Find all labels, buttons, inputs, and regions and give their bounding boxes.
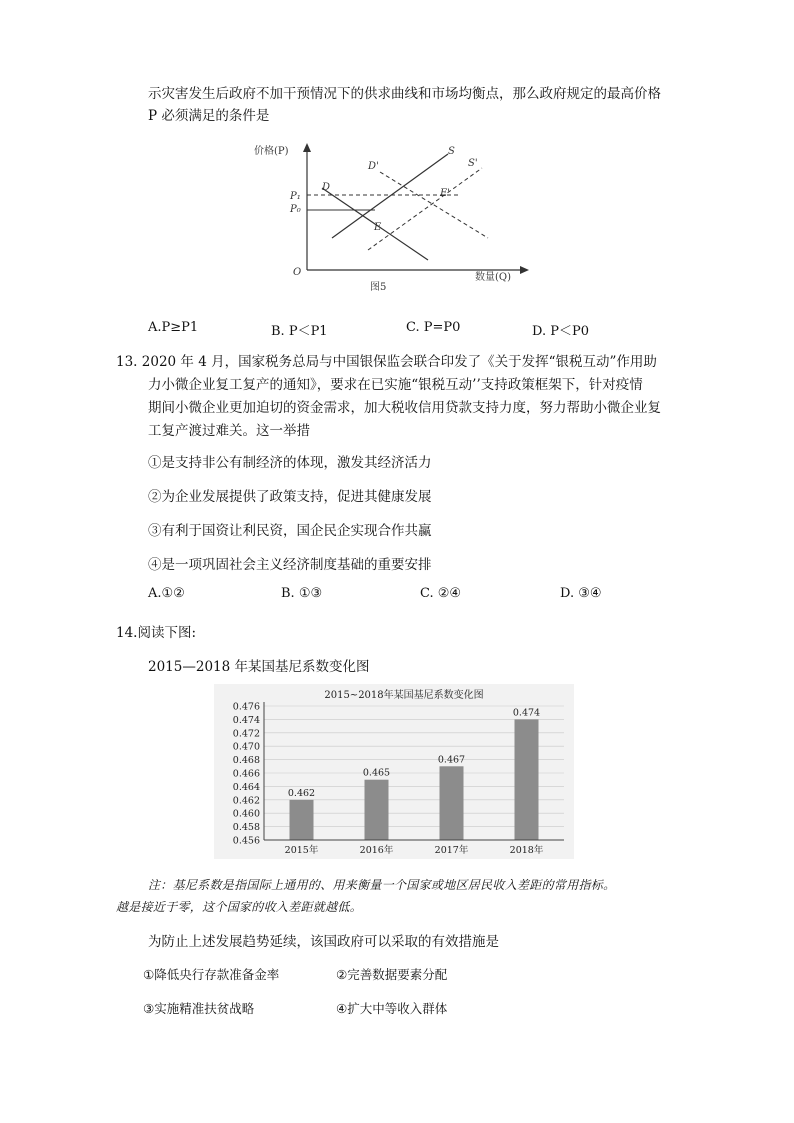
demand-curve-d-prime [380,172,488,238]
chart-bar-2016年 [365,780,389,840]
q13-option-c[interactable]: C. ②④ [420,586,462,601]
chart-y-tick-label: 0.462 [232,795,260,807]
supply-demand-figure [250,140,535,295]
chart-y-tick-label: 0.460 [232,808,260,820]
q13-stem-line3: 期间小微企业更加迫切的资金需求，加大税收信用贷款支持力度，努力帮助小微企业复 [148,400,661,416]
chart-x-tick-label: 2015年 [284,845,319,856]
y-axis-label: 价格(P) [254,146,289,157]
supply-curve-s [332,154,451,238]
chart-y-tick-label: 0.474 [232,714,260,726]
chart-y-tick-label: 0.468 [232,755,260,767]
q14-note-line2: 越是接近于零，这个国家的收入差距就越低。 [116,900,363,914]
q14-note-line1: 注：基尼系数是指国际上通用的、用来衡量一个国家或地区居民收入差距的常用指标。 [148,878,616,892]
q13-stem-line1: 13. 2020 年 4 月，国家税务总局与中国银保监会联合印发了《关于发挥“银税互动”作用助 [116,354,657,370]
figure-caption: 图5 [370,282,387,293]
chart-bar-2018年 [515,719,539,840]
chart-y-tick-label: 0.476 [232,701,260,713]
q13-stem-line4: 工复产渡过难关。这一举措 [148,423,310,439]
chart-x-tick-label: 2016年 [359,845,394,856]
e-label: E [374,222,382,233]
x-axis-arrow [520,266,529,274]
q14-item-4: ④扩大中等收入群体 [336,1001,448,1016]
chart-title: 2015~2018年某国基尼系数变化图 [324,690,484,701]
d-prime-label: D' [368,161,379,172]
chart-value-label: 0.465 [362,767,391,779]
q14-chart-caption: 2015—2018 年某国基尼系数变化图 [148,659,370,675]
supply-curve-s-prime [368,168,482,250]
chart-value-label: 0.474 [512,707,541,719]
q13-option-b[interactable]: B. ①③ [281,586,323,601]
e-prime-label: E' [440,188,451,199]
q12-stem-line2: P 必须满足的条件是 [148,108,270,124]
d-label: D [322,182,331,193]
q14-question: 为防止上述发展趋势延续，该国政府可以采取的有效措施是 [148,934,499,950]
chart-y-tick-label: 0.470 [232,741,260,753]
gini-bar-chart [214,684,574,859]
q14-item-3: ③实施精准扶贫战略 [143,1001,255,1016]
q14-item-1: ①降低央行存款准备金率 [143,967,280,982]
q13-option-d[interactable]: D. ③④ [560,586,602,601]
q14-item-2: ②完善数据要素分配 [336,967,448,982]
q12-option-a[interactable]: A.P≥P1 [148,320,199,335]
p0-label: P₀ [290,204,301,215]
q13-item-3: ③有利于国资让利民资，国企民企实现合作共赢 [148,523,432,539]
chart-y-tick-label: 0.466 [232,768,260,780]
chart-y-tick-label: 0.472 [232,728,260,740]
chart-bar-2015年 [290,800,314,840]
q12-stem-line1: 示灾害发生后政府不加干预情况下的供求曲线和市场均衡点，那么政府规定的最高价格 [148,86,661,102]
q13-option-a[interactable]: A.①② [148,586,185,601]
q13-item-2: ②为企业发展提供了政策支持，促进其健康发展 [148,489,432,505]
chart-y-tick-label: 0.456 [232,835,260,847]
q13-stem-line2: 力小微企业复工复产的通知》，要求在已实施“银税互动’’支持政策框架下，针对疫情 [148,377,643,393]
chart-value-label: 0.462 [287,787,316,799]
chart-y-tick-label: 0.458 [232,822,260,834]
q13-item-1: ①是支持非公有制经济的体现，激发其经济活力 [148,455,432,471]
q12-option-b[interactable]: B. P＜P1 [271,324,328,339]
chart-x-tick-label: 2018年 [509,845,544,856]
p1-label: P₁ [290,191,301,202]
y-axis-arrow [303,143,311,152]
q14-intro: 14.阅读下图: [116,625,197,641]
chart-value-label: 0.467 [437,754,466,766]
q12-option-d[interactable]: D. P＜P0 [532,324,589,339]
s-prime-label: S' [468,158,478,169]
origin-label: O [293,267,302,278]
chart-x-tick-label: 2017年 [434,845,469,856]
q13-item-4: ④是一项巩固社会主义经济制度基础的重要安排 [148,557,432,573]
x-axis-label: 数量(Q) [475,272,512,283]
q12-option-c[interactable]: C. P=P0 [406,320,461,335]
chart-y-tick-label: 0.464 [232,781,260,793]
s-label: S [448,146,455,157]
chart-bar-2017年 [440,766,464,840]
